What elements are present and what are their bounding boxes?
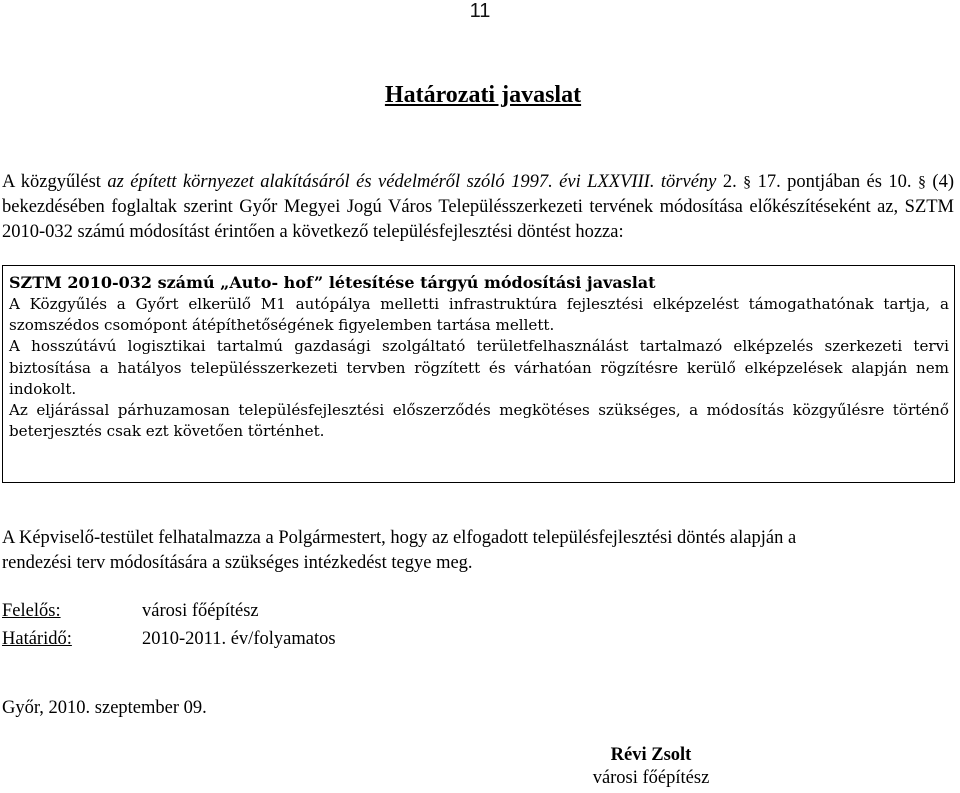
intro-text-rest: (4) bekezdésében foglaltak szerint Győr Megyei Jogú Város Településszerkezeti tervének módosítása előkészítéseként az, SZTM 2010-032 számú módosítást érintően a következő településfejlesztési döntést hozza: [2, 172, 954, 242]
responsibility-block [2, 597, 336, 653]
place-date: Győr, 2010. szeptember 09. [2, 698, 207, 718]
deadline-row [2, 625, 336, 653]
signature-block [586, 744, 716, 790]
decision-paragraph-3: Az eljárással párhuzamosan településfejlesztési előszerződés megkötéses szükséges, a módosítás közgyűlésre történő beterjesztés csak ezt követően történhet. [9, 401, 949, 441]
authorization-paragraph: A Képviselő-testület felhatalmazza a Polgármestert, hogy az elfogadott településfejlesztési döntés alapján a rendezési terv módosítására a szükséges intézkedést tegye meg. [2, 528, 797, 573]
responsible-label: Felelős: [2, 601, 61, 621]
intro-text-start: A közgyűlést [2, 172, 108, 192]
deadline-value: 2010-2011. év/folyamatos [142, 629, 336, 649]
intro-text-after-mark: 17. pontjában és 10. [751, 172, 918, 192]
decision-box [2, 265, 955, 483]
decision-box-title: SZTM 2010-032 számú „Auto- hof” létesítése tárgyú módosítási javaslat [9, 273, 656, 292]
signatory-name: Révi Zsolt [610, 745, 692, 765]
intro-paragraph [2, 170, 954, 245]
section-mark-2: § [917, 174, 926, 191]
decision-paragraph-2: A hosszútávú logisztikai tartalmú gazdasági szolgáltató területfelhasználást tartalmazó elképzelés szerkezeti tervi biztosítása a hatályos településszerkezeti tervben rögzített és várhatóan rögzítésre kerülő elképzelések alapján nem indokolt. [9, 337, 949, 398]
responsible-value: városi főépítész [142, 601, 259, 621]
document-heading: Határozati javaslat [384, 82, 582, 108]
deadline-label: Határidő: [2, 629, 72, 649]
section-mark: § [743, 174, 752, 191]
page-number: 11 [469, 0, 491, 22]
signatory-title: városi főépítész [592, 768, 710, 788]
responsible-row [2, 597, 336, 625]
law-title: az épített környezet alakításáról és védelméről szóló 1997. évi LXXVIII. törvény [107, 172, 717, 192]
decision-paragraph-1: A Közgyűlés a Győrt elkerülő M1 autópálya melletti infrastruktúra fejlesztési elképzelést támogathatónak tartja, a szomszédos csomópont átépíthetőségének figyelemben tartása mellett. [9, 295, 949, 335]
intro-text-after-law: 2. [716, 172, 744, 192]
